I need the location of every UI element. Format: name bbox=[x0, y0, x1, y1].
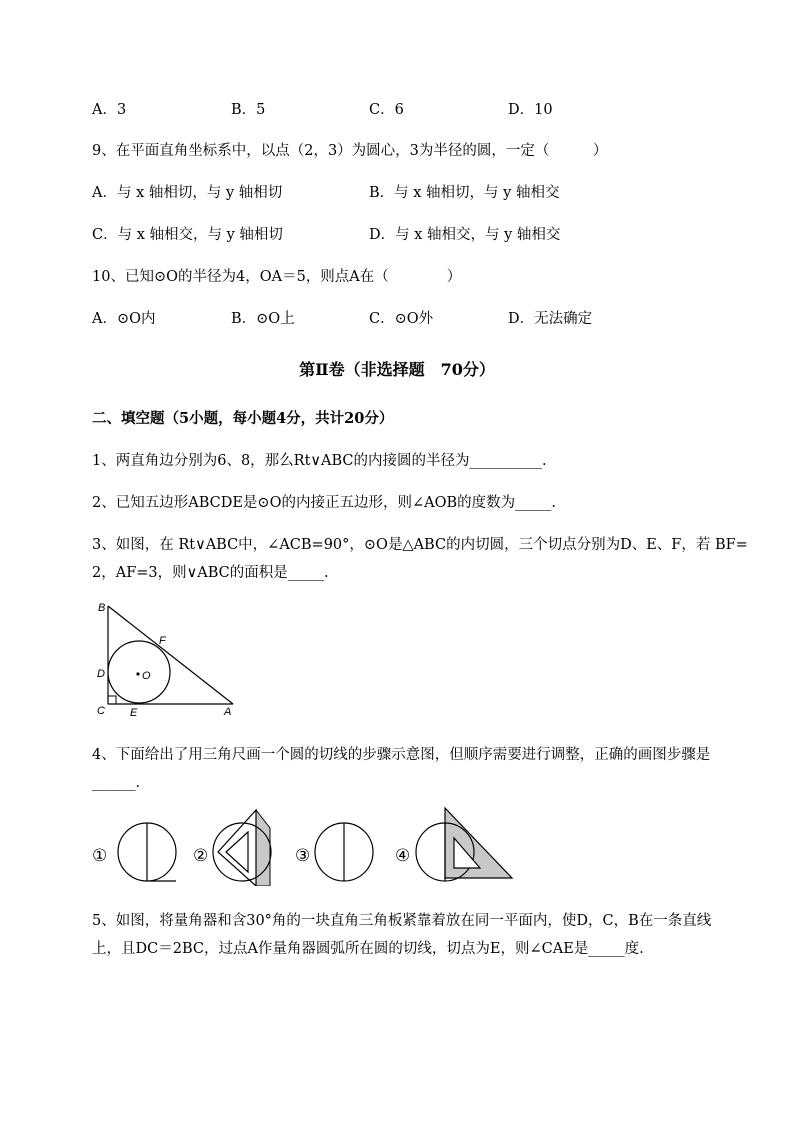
q8-option-c: C．6 bbox=[369, 102, 404, 118]
step-2-diagram bbox=[213, 810, 271, 886]
q10-option-d: D．无法确定 bbox=[508, 311, 593, 327]
label-c: C bbox=[97, 705, 105, 717]
part2-title: 第Ⅱ卷（非选择题 70分） bbox=[299, 360, 495, 379]
fill-q3-line2: 2，AF=3，则∨ABC的面积是_____. bbox=[92, 565, 329, 581]
q8-option-a: A．3 bbox=[92, 102, 127, 118]
q9-option-b: B．与 x 轴相切，与 y 轴相交 bbox=[369, 185, 560, 201]
step-1-label: ① bbox=[92, 846, 108, 865]
q9-option-c: C．与 x 轴相交，与 y 轴相切 bbox=[92, 227, 283, 243]
q10-stem: 10、已知⊙O的半径为4，OA＝5，则点A在（ ） bbox=[92, 269, 462, 285]
q10-option-b: B．⊙O上 bbox=[231, 311, 295, 327]
q9-option-d: D．与 x 轴相交，与 y 轴相交 bbox=[369, 227, 561, 243]
fill-q4-line2: ______. bbox=[92, 775, 141, 791]
fill-q1: 1、两直角边分别为6、8，那么Rt∨ABC的内接圆的半径为__________. bbox=[92, 453, 547, 469]
label-f: F bbox=[159, 635, 166, 647]
fill-q5-line2: 上，且DC＝2BC，过点A作量角器圆弧所在圆的切线，切点为E，则∠CAE是_____度. bbox=[92, 941, 644, 957]
label-a: A bbox=[224, 706, 232, 718]
label-d: D bbox=[97, 668, 105, 680]
step-4-label: ④ bbox=[395, 846, 411, 865]
fill-q3-line1: 3、如图，在 Rt∨ABC中，∠ACB=90°，⊙O是△ABC的内切圆，三个切点分别为D、E、F，若 BF= bbox=[92, 537, 748, 553]
step-3-label: ③ bbox=[295, 846, 311, 865]
q9-option-a: A．与 x 轴相切，与 y 轴相切 bbox=[92, 185, 283, 201]
label-e: E bbox=[130, 707, 138, 719]
section-heading: 二、填空题（5小题，每小题4分，共计20分） bbox=[92, 410, 394, 427]
figure-q4-tangent-steps bbox=[90, 806, 520, 886]
q8-option-d: D．10 bbox=[508, 102, 553, 118]
fill-q4-line1: 4、下面给出了用三角尺画一个圆的切线的步骤示意图，但顺序需要进行调整，正确的画图步骤是 bbox=[92, 747, 711, 763]
fill-q5-line1: 5、如图，将量角器和含30°角的一块直角三角板紧靠着放在同一平面内，使D，C，B在一条直线 bbox=[92, 913, 712, 929]
label-o: O bbox=[142, 670, 151, 682]
q8-option-b: B．5 bbox=[231, 102, 266, 118]
fill-q2: 2、已知五边形ABCDE是⊙O的内接正五边形，则∠AOB的度数为_____. bbox=[92, 495, 556, 511]
step-3-diagram bbox=[315, 823, 373, 881]
figure-q3-incircle-triangle bbox=[92, 600, 242, 722]
step-2-label: ② bbox=[193, 846, 209, 865]
q10-option-c: C．⊙O外 bbox=[369, 311, 434, 327]
q10-option-a: A．⊙O内 bbox=[92, 311, 156, 327]
step-4-diagram bbox=[416, 808, 512, 881]
q9-stem: 9、在平面直角坐标系中，以点（2，3）为圆心，3为半径的圆，一定（ ） bbox=[92, 143, 608, 159]
step-1-diagram bbox=[118, 823, 176, 881]
label-b: B bbox=[98, 602, 106, 614]
